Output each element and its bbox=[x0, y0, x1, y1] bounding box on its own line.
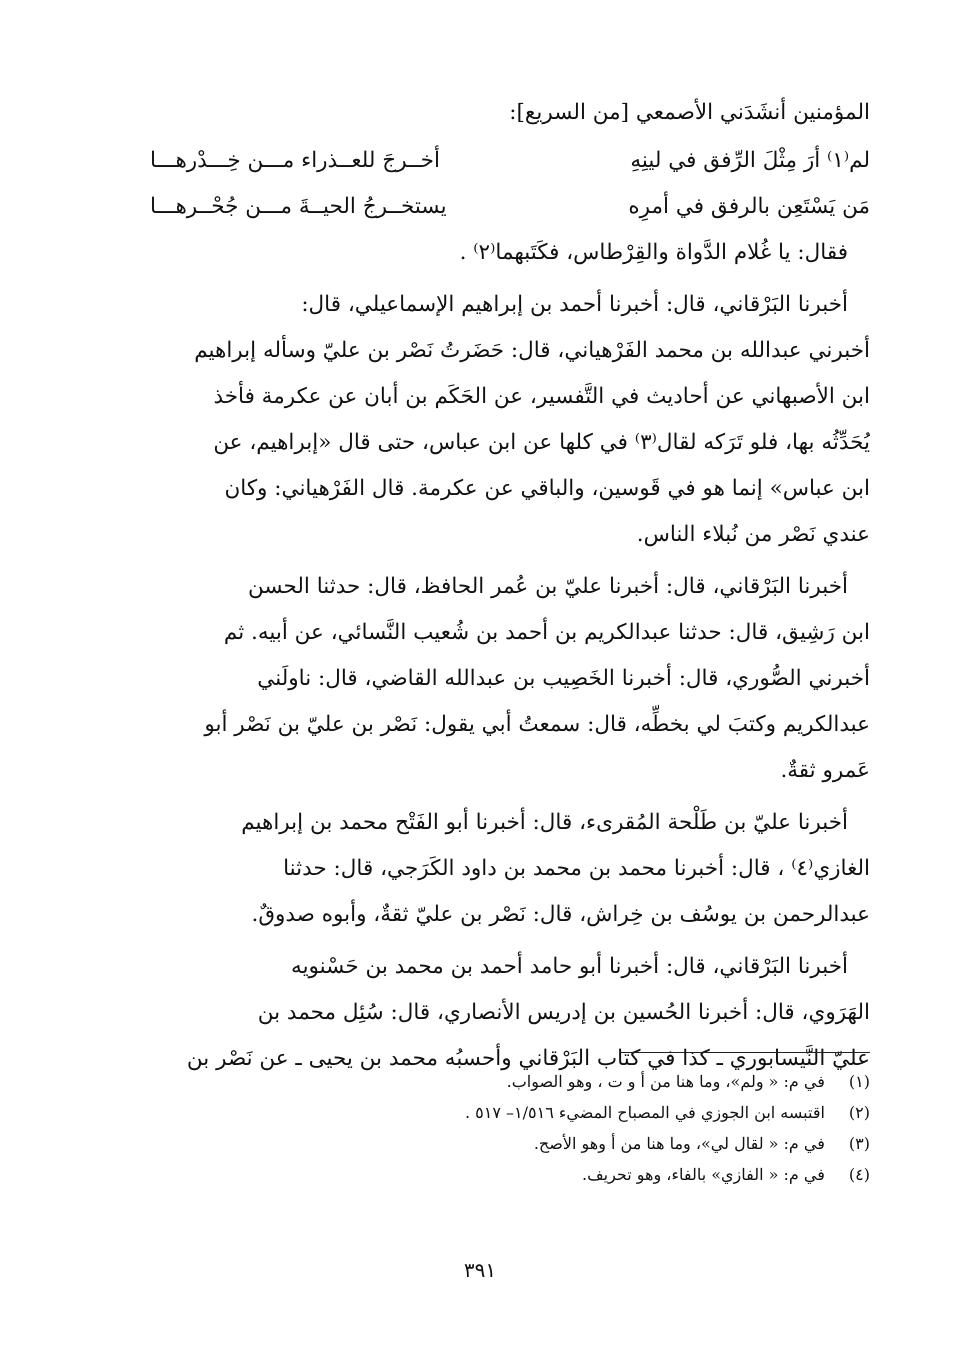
paragraph-line: أخبرنا البَرْقاني، قال: أخبرنا أبو حامد أحمد بن محمد بن حَسْنويه bbox=[291, 954, 848, 979]
verse-2 bbox=[150, 184, 870, 230]
paragraph-line: الهَرَوي، قال: أخبرنا الحُسين بن إدريس الأنصاري، قال: سُئِل محمد بن bbox=[257, 1000, 870, 1025]
paragraph-line: يُحَدِّثُه بها، فلو تَرَكه لقال⁽٣⁾ في كلها عن ابن عباس، حتى قال «إبراهيم، عن bbox=[213, 430, 870, 455]
paragraph-line: عبدالكريم وكتبَ لي بخطِّه، قال: سمعتُ أبي يقول: نَصْر بن عليّ بن نَصْر أبو bbox=[204, 712, 870, 737]
paragraph-1 bbox=[150, 282, 870, 558]
footnote-text: في م: « الفازي» بالفاء، وهو تحريف. bbox=[581, 1165, 825, 1184]
intro-line: المؤمنين أنشَدَني الأصمعي [من السريع]: bbox=[509, 100, 870, 125]
footnote-number: (٤) bbox=[848, 1165, 870, 1184]
paragraph-line: عندي نَصْر من نُبلاء الناس. bbox=[636, 522, 870, 547]
paragraph-line: أخبرني الصُّوري، قال: أخبرنا الخَصِيب بن عبدالله القاضي، قال: ناولَني bbox=[257, 666, 870, 691]
verse-2-first-hemistich: مَن يَسْتَعِن بالرفق في أمرِه bbox=[628, 194, 870, 219]
footnote-2 bbox=[300, 1097, 870, 1128]
footnote-text: في م: « لقال لي»، وما هنا من أ وهو الأصح. bbox=[533, 1134, 825, 1153]
footnote-text: في م: « ولم»، وما هنا من أ و ت ، وهو الصواب. bbox=[506, 1072, 825, 1091]
page-number: ٣٩١ bbox=[463, 1258, 497, 1282]
paragraph-line: ابن عباس» إنما هو في قَوسين، والباقي عن عكرمة. قال الفَرْهياني: وكان bbox=[224, 476, 870, 501]
after-verse-line: فقال: يا غُلام الدَّواة والقِرْطاس، فكَتَبهما⁽٢⁾ . bbox=[459, 240, 848, 265]
paragraph-line: الغازي⁽٤⁾ ، قال: أخبرنا محمد بن محمد بن داود الكَرَجي، قال: حدثنا bbox=[283, 856, 870, 881]
paragraph-line: ابن الأصبهاني عن أحاديث في التَّفسير، عن الحَكَم بن أبان عن عكرمة فأخذ bbox=[213, 384, 870, 409]
paragraph-line: عليّ النَّيسابوري ـ كذا في كتاب البَرْقاني وأحسبُه محمد بن يحيى ـ عن نَصْر بن bbox=[186, 1046, 870, 1071]
verse-2-second-hemistich: يستخــرجُ الحيــةَ مـــن جُحْــرهـــا bbox=[150, 194, 447, 219]
footnote-number: (٣) bbox=[848, 1134, 870, 1153]
verse-1-first-hemistich: لم⁽١⁾ أرَ مِثْلَ الرِّفق في لينِهِ bbox=[630, 148, 870, 173]
paragraph-line: أخبرنا البَرْقاني، قال: أخبرنا عليّ بن عُمر الحافظ، قال: حدثنا الحسن bbox=[247, 574, 848, 599]
paragraph-4 bbox=[150, 944, 870, 1082]
paragraph-line: عبدالرحمن بن يوسُف بن خِراش، قال: نَصْر بن عليّ ثقةٌ، وأبوه صدوقٌ. bbox=[251, 902, 870, 927]
footnote-number: (١) bbox=[848, 1072, 870, 1091]
footnote-divider bbox=[620, 1052, 870, 1053]
footnote-text: اقتبسه ابن الجوزي في المصباح المضيء ١/٥١٦– ٥١٧ . bbox=[464, 1103, 825, 1122]
verse-1 bbox=[150, 138, 870, 184]
paragraph-2 bbox=[150, 564, 870, 794]
paragraph-line: ابن رَشِيق، قال: حدثنا عبدالكريم بن أحمد بن شُعيب النَّسائي، عن أبيه. ثم bbox=[223, 620, 870, 645]
paragraph-line: أخبرنا عليّ بن طَلْحة المُقرىء، قال: أخبرنا أبو الفَتْح محمد بن إبراهيم bbox=[241, 810, 848, 835]
paragraph-line: أخبرنا البَرْقاني، قال: أخبرنا أحمد بن إبراهيم الإسماعيلي، قال: bbox=[301, 292, 848, 317]
footnote-4 bbox=[300, 1159, 870, 1190]
footnotes bbox=[300, 1066, 870, 1190]
footnote-1 bbox=[300, 1066, 870, 1097]
paragraph-line: أخبرني عبدالله بن محمد الفَرْهياني، قال: حَضَرتُ نَصْر بن عليّ وسأله إبراهيم bbox=[194, 338, 870, 363]
footnote-number: (٢) bbox=[848, 1103, 870, 1122]
main-text bbox=[150, 90, 870, 1082]
paragraph-line: عَمرو ثقةٌ. bbox=[780, 758, 870, 783]
footnote-3 bbox=[300, 1128, 870, 1159]
verse-1-second-hemistich: أخــرجَ للعــذراء مـــن خِـــدْرهـــا bbox=[150, 148, 440, 173]
paragraph-3 bbox=[150, 800, 870, 938]
